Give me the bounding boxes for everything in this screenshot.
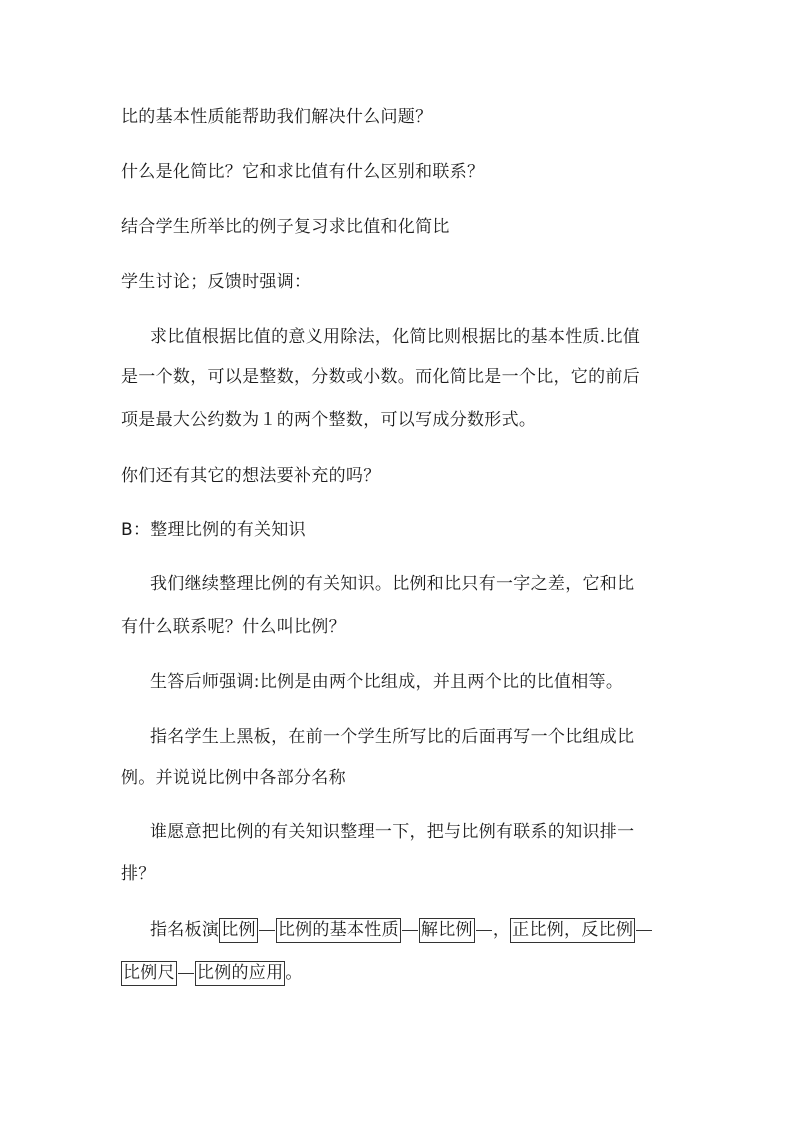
paragraph-line: 谁愿意把比例的有关知识整理一下，把与比例有联系的知识排一 (150, 822, 635, 842)
flow-prefix: 指名板演 (150, 920, 220, 940)
flow-connector (476, 930, 492, 931)
flow-box-solve-proportion: 解比例 (419, 918, 475, 943)
paragraph-line: 学生讨论；反馈时强调： (121, 272, 312, 292)
paragraph-line: 指名学生上黑板，在前一个学生所写比的后面再写一个比组成比 (150, 727, 635, 747)
paragraph-line: 例。并说说比例中各部分名称 (121, 768, 346, 788)
flow-box-basic-property: 比例的基本性质 (276, 918, 401, 943)
paragraph-line: 排？ (121, 864, 156, 884)
section-heading: B：整理比例的有关知识 (121, 520, 306, 540)
flow-line-1 (150, 918, 710, 943)
flow-connector (636, 930, 652, 931)
paragraph-line: 结合学生所举比的例子复习求比值和化简比 (121, 217, 450, 237)
paragraph-line: 我们继续整理比例的有关知识。比例和比只有一字之差，它和比 (150, 574, 635, 594)
flow-box-proportion: 比例 (219, 918, 258, 943)
paragraph-line: 是一个数，可以是整数，分数或小数。而化简比是一个比，它的前后 (121, 367, 640, 387)
flow-suffix: 。 (285, 963, 303, 983)
paragraph-line: 你们还有其它的想法要补充的吗？ (121, 466, 381, 486)
flow-separator: ， (492, 920, 511, 940)
flow-connector (178, 973, 194, 974)
flow-box-application: 比例的应用 (195, 961, 286, 986)
flow-box-direct-inverse: 正比例，反比例 (510, 918, 635, 943)
flow-line-2 (121, 961, 681, 986)
paragraph-line: 求比值根据比值的意义用除法，化简比则根据比的基本性质.比值 (150, 327, 641, 347)
paragraph-line: 比的基本性质能帮助我们解决什么问题？ (121, 107, 433, 127)
paragraph-line: 有什么联系呢？什么叫比例？ (121, 617, 346, 637)
flow-connector (402, 930, 418, 931)
paragraph-line: 生答后师强调:比例是由两个比组成，并且两个比的比值相等。 (150, 672, 624, 692)
flow-box-scale: 比例尺 (121, 961, 177, 986)
paragraph-line: 项是最大公约数为１的两个整数，可以写成分数形式。 (121, 410, 537, 430)
flow-connector (259, 930, 275, 931)
paragraph-line: 什么是化简比？它和求比值有什么区别和联系？ (121, 162, 485, 182)
